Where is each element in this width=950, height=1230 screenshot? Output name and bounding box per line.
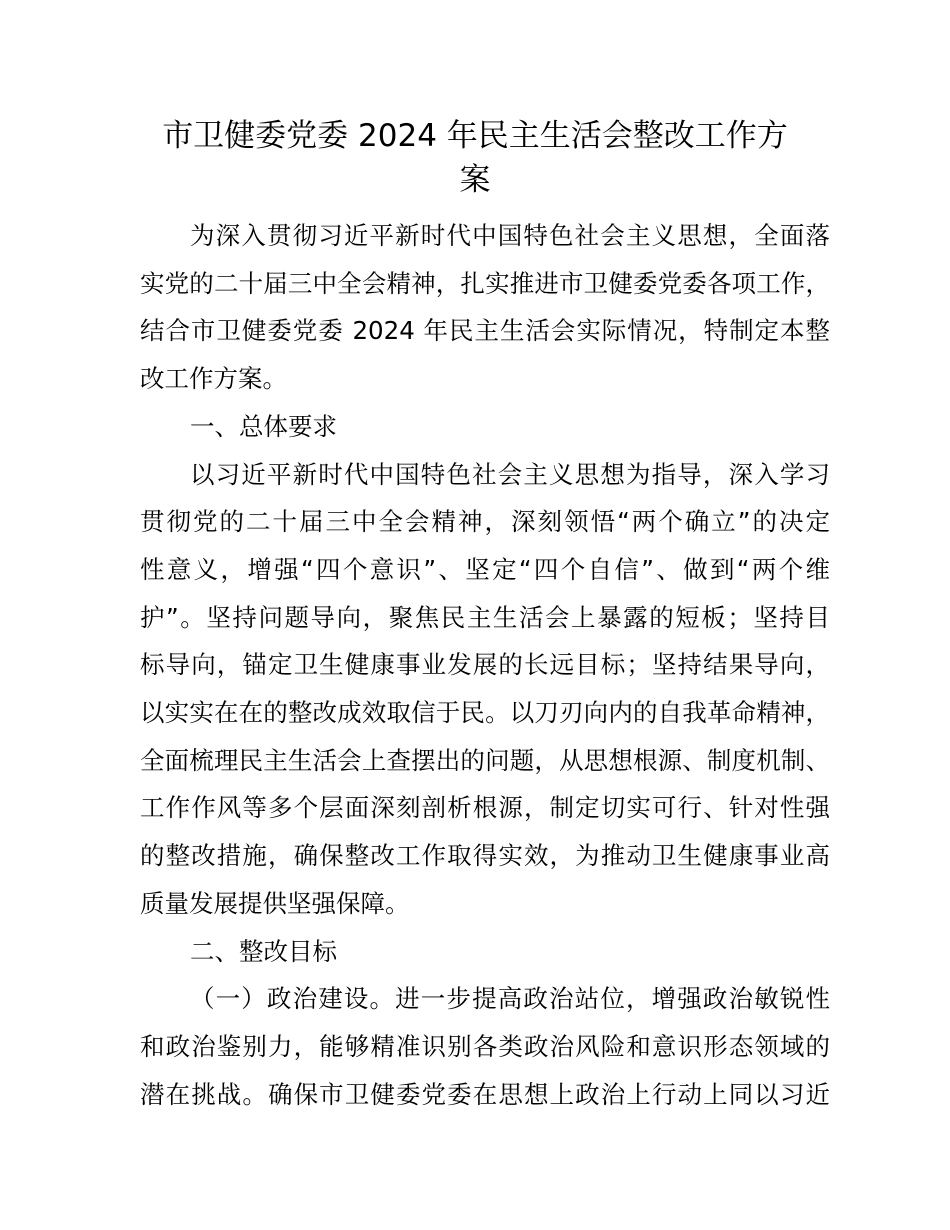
general-requirements-line: 的整改措施，确保整改工作取得实效，为推动卫生健康事业高 — [140, 841, 830, 870]
general-requirements-line: 工作作风等多个层面深刻剖析根源，制定切实可行、针对性强 — [140, 793, 830, 822]
intro-paragraph-line: 改工作方案。 — [140, 364, 287, 393]
political-building-line: （一）政治建设。进一步提高政治站位，增强政治敏锐性 — [190, 984, 830, 1013]
intro-paragraph-line: 为深入贯彻习近平新时代中国特色社会主义思想，全面落 — [190, 221, 830, 250]
general-requirements-line: 护”。坚持问题导向，聚焦民主生活会上暴露的短板；坚持目 — [140, 603, 830, 632]
general-requirements-line: 标导向，锚定卫生健康事业发展的长远目标；坚持结果导向， — [140, 650, 830, 679]
political-building-line: 潜在挑战。确保市卫健委党委在思想上政治上行动上同以习近 — [140, 1080, 830, 1109]
title-line: 市卫健委党委 2024 年民主生活会整改工作方 — [162, 118, 788, 154]
general-requirements-line: 贯彻党的二十届三中全会精神，深刻领悟“两个确立”的决定 — [140, 507, 830, 536]
section-heading: 一、总体要求 — [190, 412, 337, 441]
political-building-line: 和政治鉴别力，能够精准识别各类政治风险和意识形态领域的 — [140, 1032, 830, 1061]
document-title — [140, 114, 810, 202]
section-heading: 二、整改目标 — [190, 937, 337, 966]
intro-paragraph-line: 结合市卫健委党委 2024 年民主生活会实际情况，特制定本整 — [140, 316, 830, 345]
general-requirements-line: 质量发展提供坚强保障。 — [140, 889, 410, 918]
title-line: 案 — [459, 162, 491, 198]
general-requirements-line: 以实实在在的整改成效取信于民。以刀刃向内的自我革命精神， — [140, 698, 830, 727]
general-requirements-line: 全面梳理民主生活会上查摆出的问题，从思想根源、制度机制、 — [140, 746, 830, 775]
general-requirements-line: 以习近平新时代中国特色社会主义思想为指导，深入学习 — [190, 460, 830, 489]
general-requirements-line: 性意义，增强“四个意识”、坚定“四个自信”、做到“两个维 — [140, 555, 830, 584]
intro-paragraph-line: 实党的二十届三中全会精神，扎实推进市卫健委党委各项工作， — [140, 269, 830, 298]
